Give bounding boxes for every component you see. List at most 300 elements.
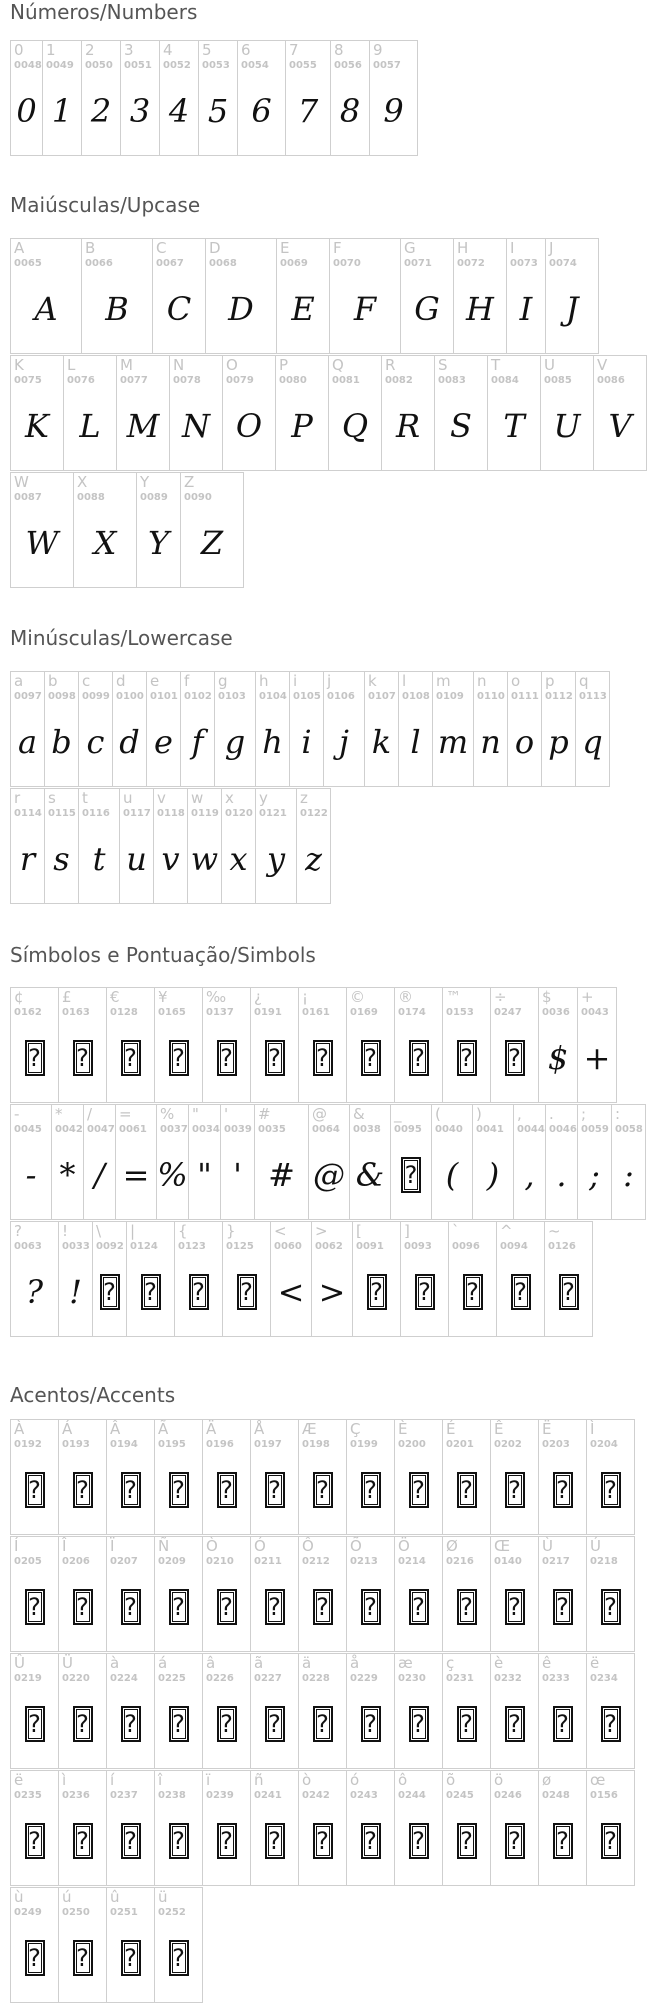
glyph-cell [298, 1653, 347, 1769]
glyph-cell [394, 1653, 443, 1769]
glyph-sample: ' [233, 1156, 242, 1194]
missing-glyph-icon: ? [457, 1823, 477, 1859]
missing-glyph-icon: ? [553, 1823, 573, 1859]
glyph-code-label: 0210 [206, 1556, 234, 1567]
glyph-code-label: 0069 [280, 258, 308, 269]
glyph-cell [538, 1653, 587, 1769]
glyph-sample: 0 [16, 92, 37, 130]
missing-glyph-icon: ? [121, 1706, 141, 1742]
glyph-character-label: Ä [206, 1420, 217, 1438]
glyph-cell [586, 1536, 635, 1652]
glyph-code-label: 0245 [446, 1790, 474, 1801]
missing-glyph-icon: ? [601, 1706, 621, 1742]
glyph-character-label: Ø [446, 1537, 458, 1555]
missing-glyph-icon: ? [121, 1823, 141, 1859]
glyph-cell [106, 1536, 155, 1652]
glyph-cell [188, 1104, 221, 1220]
glyph-cell [394, 1536, 443, 1652]
glyph-character-label: O [226, 356, 238, 374]
glyph-character-label: t [82, 789, 88, 807]
missing-glyph-icon: ? [169, 1940, 189, 1976]
glyph-character-label: Ï [110, 1537, 115, 1555]
glyph-row [10, 355, 646, 471]
glyph-sample: 1 [51, 92, 73, 130]
glyph-cell [250, 1653, 299, 1769]
glyph-cell [473, 671, 508, 787]
glyph-sample: D [228, 290, 254, 328]
glyph-code-label: 0251 [110, 1907, 138, 1918]
glyph-cell [10, 1419, 59, 1535]
glyph-character-label: à [110, 1654, 120, 1672]
glyph-character-label: Ú [590, 1537, 601, 1555]
glyph-code-label: 0153 [446, 1007, 474, 1018]
glyph-character-label: Y [140, 473, 150, 491]
glyph-code-label: 0099 [82, 691, 110, 702]
glyph-cell [329, 238, 401, 354]
glyph-row [10, 1419, 634, 1535]
glyph-character-label: K [14, 356, 24, 374]
glyph-cell [507, 671, 542, 787]
missing-glyph-icon: ? [361, 1823, 381, 1859]
glyph-cell [448, 1221, 497, 1337]
glyph-character-label: ~ [548, 1222, 561, 1240]
glyph-row [10, 1653, 634, 1769]
missing-glyph-icon: ? [361, 1589, 381, 1625]
glyph-character-label: Q [332, 356, 344, 374]
glyph-sample: G [414, 290, 440, 328]
glyph-character-label: : [615, 1105, 621, 1123]
glyph-code-label: 0227 [254, 1673, 282, 1684]
glyph-sample: U [553, 407, 581, 445]
glyph-cell [106, 1887, 155, 2003]
glyph-code-label: 0046 [549, 1124, 577, 1135]
glyph-character-label: Ô [302, 1537, 314, 1555]
missing-glyph-icon: ? [73, 1706, 93, 1742]
glyph-character-label: ¿ [254, 988, 262, 1006]
glyph-cell [154, 1536, 203, 1652]
missing-glyph-icon: ? [559, 1274, 579, 1310]
missing-glyph-icon: ? [601, 1823, 621, 1859]
glyph-character-label: n [477, 672, 487, 690]
glyph-code-label: 0077 [120, 375, 148, 386]
glyph-row [10, 987, 616, 1103]
glyph-sample: ) [486, 1156, 500, 1194]
glyph-code-label: 0095 [394, 1124, 422, 1135]
glyph-sample: l [410, 723, 421, 761]
glyph-cell [400, 1221, 449, 1337]
glyph-sample: i [301, 723, 312, 761]
glyph-sample: a [17, 723, 38, 761]
glyph-code-label: 0239 [206, 1790, 234, 1801]
glyph-character-label: A [14, 239, 25, 257]
glyph-cell [270, 1221, 312, 1337]
glyph-cell [298, 1419, 347, 1535]
glyph-character-label: ã [254, 1654, 264, 1672]
glyph-character-label: ü [158, 1888, 168, 1906]
glyph-sample: = [122, 1156, 150, 1194]
glyph-character-label: D [209, 239, 221, 257]
missing-glyph-icon: ? [313, 1589, 333, 1625]
missing-glyph-icon: ? [409, 1823, 429, 1859]
glyph-sample: P [291, 407, 313, 445]
glyph-sample: : [623, 1156, 634, 1194]
missing-glyph-icon: ? [217, 1823, 237, 1859]
missing-glyph-icon: ? [169, 1589, 189, 1625]
glyph-character-label: x [225, 789, 234, 807]
glyph-code-label: 0059 [581, 1124, 609, 1135]
glyph-code-label: 0203 [542, 1439, 570, 1450]
glyph-code-label: 0232 [494, 1673, 522, 1684]
glyph-cell [58, 987, 107, 1103]
missing-glyph-icon: ? [25, 1472, 45, 1508]
glyph-cell [81, 40, 121, 156]
glyph-character-label: q [579, 672, 589, 690]
glyph-cell [364, 671, 399, 787]
missing-glyph-icon: ? [121, 1472, 141, 1508]
glyph-cell [487, 355, 541, 471]
glyph-cell [298, 1536, 347, 1652]
glyph-character-label: g [218, 672, 228, 690]
glyph-character-label: 7 [289, 41, 299, 59]
glyph-character-label: ö [494, 1771, 504, 1789]
glyph-character-label: c [82, 672, 91, 690]
glyph-character-label: u [123, 789, 133, 807]
glyph-cell [442, 1536, 491, 1652]
glyph-code-label: 0089 [140, 492, 168, 503]
glyph-character-label: C [156, 239, 167, 257]
glyph-code-label: 0193 [62, 1439, 90, 1450]
glyph-cell [346, 1536, 395, 1652]
glyph-character-label: H [457, 239, 469, 257]
missing-glyph-icon: ? [313, 1040, 333, 1076]
glyph-cell [10, 671, 45, 787]
glyph-code-label: 0111 [511, 691, 539, 702]
glyph-cell [490, 987, 539, 1103]
missing-glyph-icon: ? [73, 1472, 93, 1508]
glyph-code-label: 0118 [157, 808, 185, 819]
glyph-code-label: 0235 [14, 1790, 42, 1801]
missing-glyph-icon: ? [169, 1472, 189, 1508]
glyph-code-label: 0079 [226, 375, 254, 386]
glyph-code-label: 0212 [302, 1556, 330, 1567]
glyph-character-label: E [280, 239, 290, 257]
glyph-character-label: ( [435, 1105, 441, 1123]
glyph-character-label: Í [14, 1537, 19, 1555]
glyph-cell [330, 40, 370, 156]
glyph-cell [349, 1104, 391, 1220]
missing-glyph-icon: ? [217, 1040, 237, 1076]
missing-glyph-icon: ? [217, 1472, 237, 1508]
missing-glyph-icon: ? [313, 1472, 333, 1508]
glyph-code-label: 0243 [350, 1790, 378, 1801]
glyph-character-label: î [158, 1771, 163, 1789]
glyph-cell [250, 1419, 299, 1535]
glyph-code-label: 0230 [398, 1673, 426, 1684]
glyph-cell [346, 987, 395, 1103]
glyph-code-label: 0252 [158, 1907, 186, 1918]
glyph-character-label: ¢ [14, 988, 24, 1006]
glyph-character-label: 6 [241, 41, 251, 59]
glyph-sample: Y [147, 524, 170, 562]
glyph-row [10, 1104, 645, 1220]
glyph-sample: J [565, 290, 579, 328]
glyph-row [10, 40, 417, 156]
missing-glyph-icon: ? [409, 1589, 429, 1625]
glyph-cell [398, 671, 433, 787]
glyph-character-label: [ [356, 1222, 362, 1240]
glyph-code-label: 0202 [494, 1439, 522, 1450]
glyph-cell [275, 355, 329, 471]
glyph-code-label: 0050 [85, 60, 113, 71]
missing-glyph-icon: ? [505, 1472, 525, 1508]
glyph-character-label: m [436, 672, 451, 690]
glyph-cell [159, 40, 199, 156]
glyph-code-label: 0075 [14, 375, 42, 386]
glyph-cell [394, 1770, 443, 1886]
glyph-cell [42, 40, 82, 156]
missing-glyph-icon: ? [121, 1040, 141, 1076]
glyph-character-label: + [581, 988, 594, 1006]
glyph-character-label: Ù [542, 1537, 553, 1555]
glyph-sample: 6 [251, 92, 272, 130]
glyph-code-label: 0044 [517, 1124, 545, 1135]
glyph-cell [10, 788, 45, 904]
glyph-character-label: Ë [542, 1420, 552, 1438]
glyph-cell [154, 987, 203, 1103]
glyph-character-label: õ [446, 1771, 456, 1789]
glyph-cell [285, 40, 331, 156]
glyph-code-label: 0061 [119, 1124, 147, 1135]
glyph-sample: u [126, 840, 147, 878]
missing-glyph-icon: ? [409, 1040, 429, 1076]
glyph-sample: t [92, 840, 106, 878]
glyph-character-label: r [14, 789, 21, 807]
glyph-cell [490, 1770, 539, 1886]
glyph-code-label: 0068 [209, 258, 237, 269]
glyph-cell [10, 1887, 59, 2003]
glyph-sample: y [266, 840, 286, 878]
glyph-cell [323, 671, 365, 787]
glyph-code-label: 0229 [350, 1673, 378, 1684]
glyph-character-label: Ì [590, 1420, 595, 1438]
glyph-character-label: œ [590, 1771, 606, 1789]
glyph-sample: f [191, 723, 204, 761]
glyph-character-label: ë [14, 1771, 24, 1789]
glyph-code-label: 0053 [202, 60, 230, 71]
missing-glyph-icon: ? [367, 1274, 387, 1310]
glyph-code-label: 0090 [184, 492, 212, 503]
glyph-sample: ? [25, 1273, 44, 1311]
glyph-code-label: 0238 [158, 1790, 186, 1801]
section-title-numeros-numbers: Números/Numbers [10, 0, 198, 24]
glyph-cell [540, 355, 594, 471]
missing-glyph-icon: ? [313, 1706, 333, 1742]
missing-glyph-icon: ? [73, 1040, 93, 1076]
glyph-character-label: Œ [494, 1537, 511, 1555]
missing-glyph-icon: ? [601, 1472, 621, 1508]
glyph-cell [115, 1104, 157, 1220]
glyph-sample: # [268, 1156, 295, 1194]
glyph-character-label: & [353, 1105, 365, 1123]
missing-glyph-icon: ? [169, 1706, 189, 1742]
glyph-sample: k [371, 723, 392, 761]
glyph-cell [255, 671, 290, 787]
missing-glyph-icon: ? [457, 1040, 477, 1076]
glyph-row [10, 1536, 634, 1652]
glyph-cell [434, 355, 488, 471]
glyph-character-label: G [404, 239, 416, 257]
glyph-character-label: ø [542, 1771, 552, 1789]
glyph-code-label: 0165 [158, 1007, 186, 1018]
glyph-sample: / [94, 1156, 105, 1194]
glyph-code-label: 0218 [590, 1556, 618, 1567]
glyph-character-label: Æ [302, 1420, 317, 1438]
glyph-cell [506, 238, 546, 354]
section-title-simbolos-e-pontuacao-simbols: Símbolos e Pontuação/Simbols [10, 943, 316, 967]
glyph-cell [611, 1104, 646, 1220]
glyph-cell [10, 1221, 59, 1337]
glyph-cell [541, 671, 576, 787]
glyph-cell [10, 355, 64, 471]
glyph-code-label: 0078 [173, 375, 201, 386]
glyph-character-label: ò [302, 1771, 312, 1789]
glyph-character-label: * [55, 1105, 63, 1123]
glyph-character-label: 1 [46, 41, 56, 59]
glyph-cell [442, 1653, 491, 1769]
glyph-cell [254, 1104, 309, 1220]
glyph-sample: Z [200, 524, 224, 562]
missing-glyph-icon: ? [601, 1589, 621, 1625]
missing-glyph-icon: ? [415, 1274, 435, 1310]
missing-glyph-icon: ? [361, 1706, 381, 1742]
glyph-code-label: 0049 [46, 60, 74, 71]
glyph-character-label: { [178, 1222, 188, 1240]
glyph-character-label: v [157, 789, 166, 807]
glyph-sample: W [25, 524, 59, 562]
glyph-character-label: ? [14, 1222, 22, 1240]
glyph-code-label: 0199 [350, 1439, 378, 1450]
glyph-character-label: J [549, 239, 554, 257]
glyph-code-label: 0124 [130, 1241, 158, 1252]
glyph-sample: 2 [90, 92, 112, 130]
glyph-cell [214, 671, 256, 787]
glyph-character-label: w [191, 789, 204, 807]
glyph-sample: X [93, 524, 117, 562]
glyph-cell [289, 671, 324, 787]
glyph-character-label: " [192, 1105, 199, 1123]
glyph-sample: T [503, 407, 525, 445]
glyph-cell [10, 238, 82, 354]
glyph-character-label: Õ [350, 1537, 362, 1555]
glyph-character-label: 4 [163, 41, 173, 59]
glyph-cell [586, 1419, 635, 1535]
glyph-code-label: 0163 [62, 1007, 90, 1018]
glyph-code-label: 0106 [327, 691, 355, 702]
glyph-character-label: P [279, 356, 289, 374]
glyph-code-label: 0074 [549, 258, 577, 269]
glyph-sample: 5 [207, 92, 229, 130]
glyph-code-label: 0039 [224, 1124, 252, 1135]
glyph-character-label: f [184, 672, 190, 690]
glyph-sample: $ [547, 1039, 569, 1077]
glyph-code-label: 0161 [302, 1007, 330, 1018]
missing-glyph-icon: ? [265, 1706, 285, 1742]
glyph-code-label: 0234 [590, 1673, 618, 1684]
glyph-character-label: M [120, 356, 133, 374]
glyph-sample: z [305, 840, 322, 878]
glyph-sample: % [157, 1156, 188, 1194]
glyph-character-label: ä [302, 1654, 312, 1672]
glyph-character-label: W [14, 473, 29, 491]
glyph-sample: b [51, 723, 72, 761]
missing-glyph-icon: ? [505, 1040, 525, 1076]
glyph-cell [593, 355, 647, 471]
glyph-character-label: ç [446, 1654, 455, 1672]
glyph-code-label: 0092 [96, 1241, 124, 1252]
glyph-code-label: 0043 [581, 1007, 609, 1018]
glyph-cell [390, 1104, 432, 1220]
glyph-sample: . [556, 1156, 567, 1194]
glyph-sample: j [339, 723, 349, 761]
glyph-cell [472, 1104, 514, 1220]
glyph-cell [250, 1770, 299, 1886]
glyph-code-label: 0196 [206, 1439, 234, 1450]
missing-glyph-icon: ? [237, 1274, 257, 1310]
glyph-code-label: 0101 [150, 691, 178, 702]
glyph-sample: V [608, 407, 632, 445]
glyph-cell [106, 1653, 155, 1769]
glyph-cell [152, 238, 206, 354]
glyph-sample: E [291, 290, 315, 328]
glyph-code-label: 0103 [218, 691, 246, 702]
glyph-sample: I [519, 290, 533, 328]
missing-glyph-icon: ? [25, 1589, 45, 1625]
missing-glyph-icon: ? [141, 1274, 161, 1310]
glyph-code-label: 0056 [334, 60, 362, 71]
glyph-character-label: U [544, 356, 555, 374]
glyph-code-label: 0207 [110, 1556, 138, 1567]
glyph-cell [202, 1536, 251, 1652]
glyph-code-label: 0162 [14, 1007, 42, 1018]
glyph-cell [174, 1221, 223, 1337]
glyph-code-label: 0107 [368, 691, 396, 702]
glyph-code-label: 0140 [494, 1556, 522, 1567]
glyph-sample: L [79, 407, 101, 445]
glyph-character-label: < [274, 1222, 287, 1240]
glyph-cell [51, 1104, 84, 1220]
glyph-code-label: 0209 [158, 1556, 186, 1567]
glyph-cell [346, 1419, 395, 1535]
glyph-character-label: å [350, 1654, 360, 1672]
glyph-code-label: 0191 [254, 1007, 282, 1018]
glyph-sample: @ [313, 1156, 345, 1194]
glyph-cell [296, 788, 331, 904]
glyph-cell [58, 1770, 107, 1886]
glyph-cell [10, 1770, 59, 1886]
glyph-code-label: 0080 [279, 375, 307, 386]
glyph-code-label: 0094 [500, 1241, 528, 1252]
glyph-code-label: 0102 [184, 691, 212, 702]
glyph-character-label: ñ [254, 1771, 264, 1789]
glyph-code-label: 0224 [110, 1673, 138, 1684]
glyph-code-label: 0104 [259, 691, 287, 702]
glyph-character-label: X [77, 473, 88, 491]
glyph-cell [442, 1770, 491, 1886]
glyph-cell [119, 788, 154, 904]
glyph-sample: s [53, 840, 70, 878]
glyph-character-label: ^ [500, 1222, 513, 1240]
glyph-cell [586, 1653, 635, 1769]
